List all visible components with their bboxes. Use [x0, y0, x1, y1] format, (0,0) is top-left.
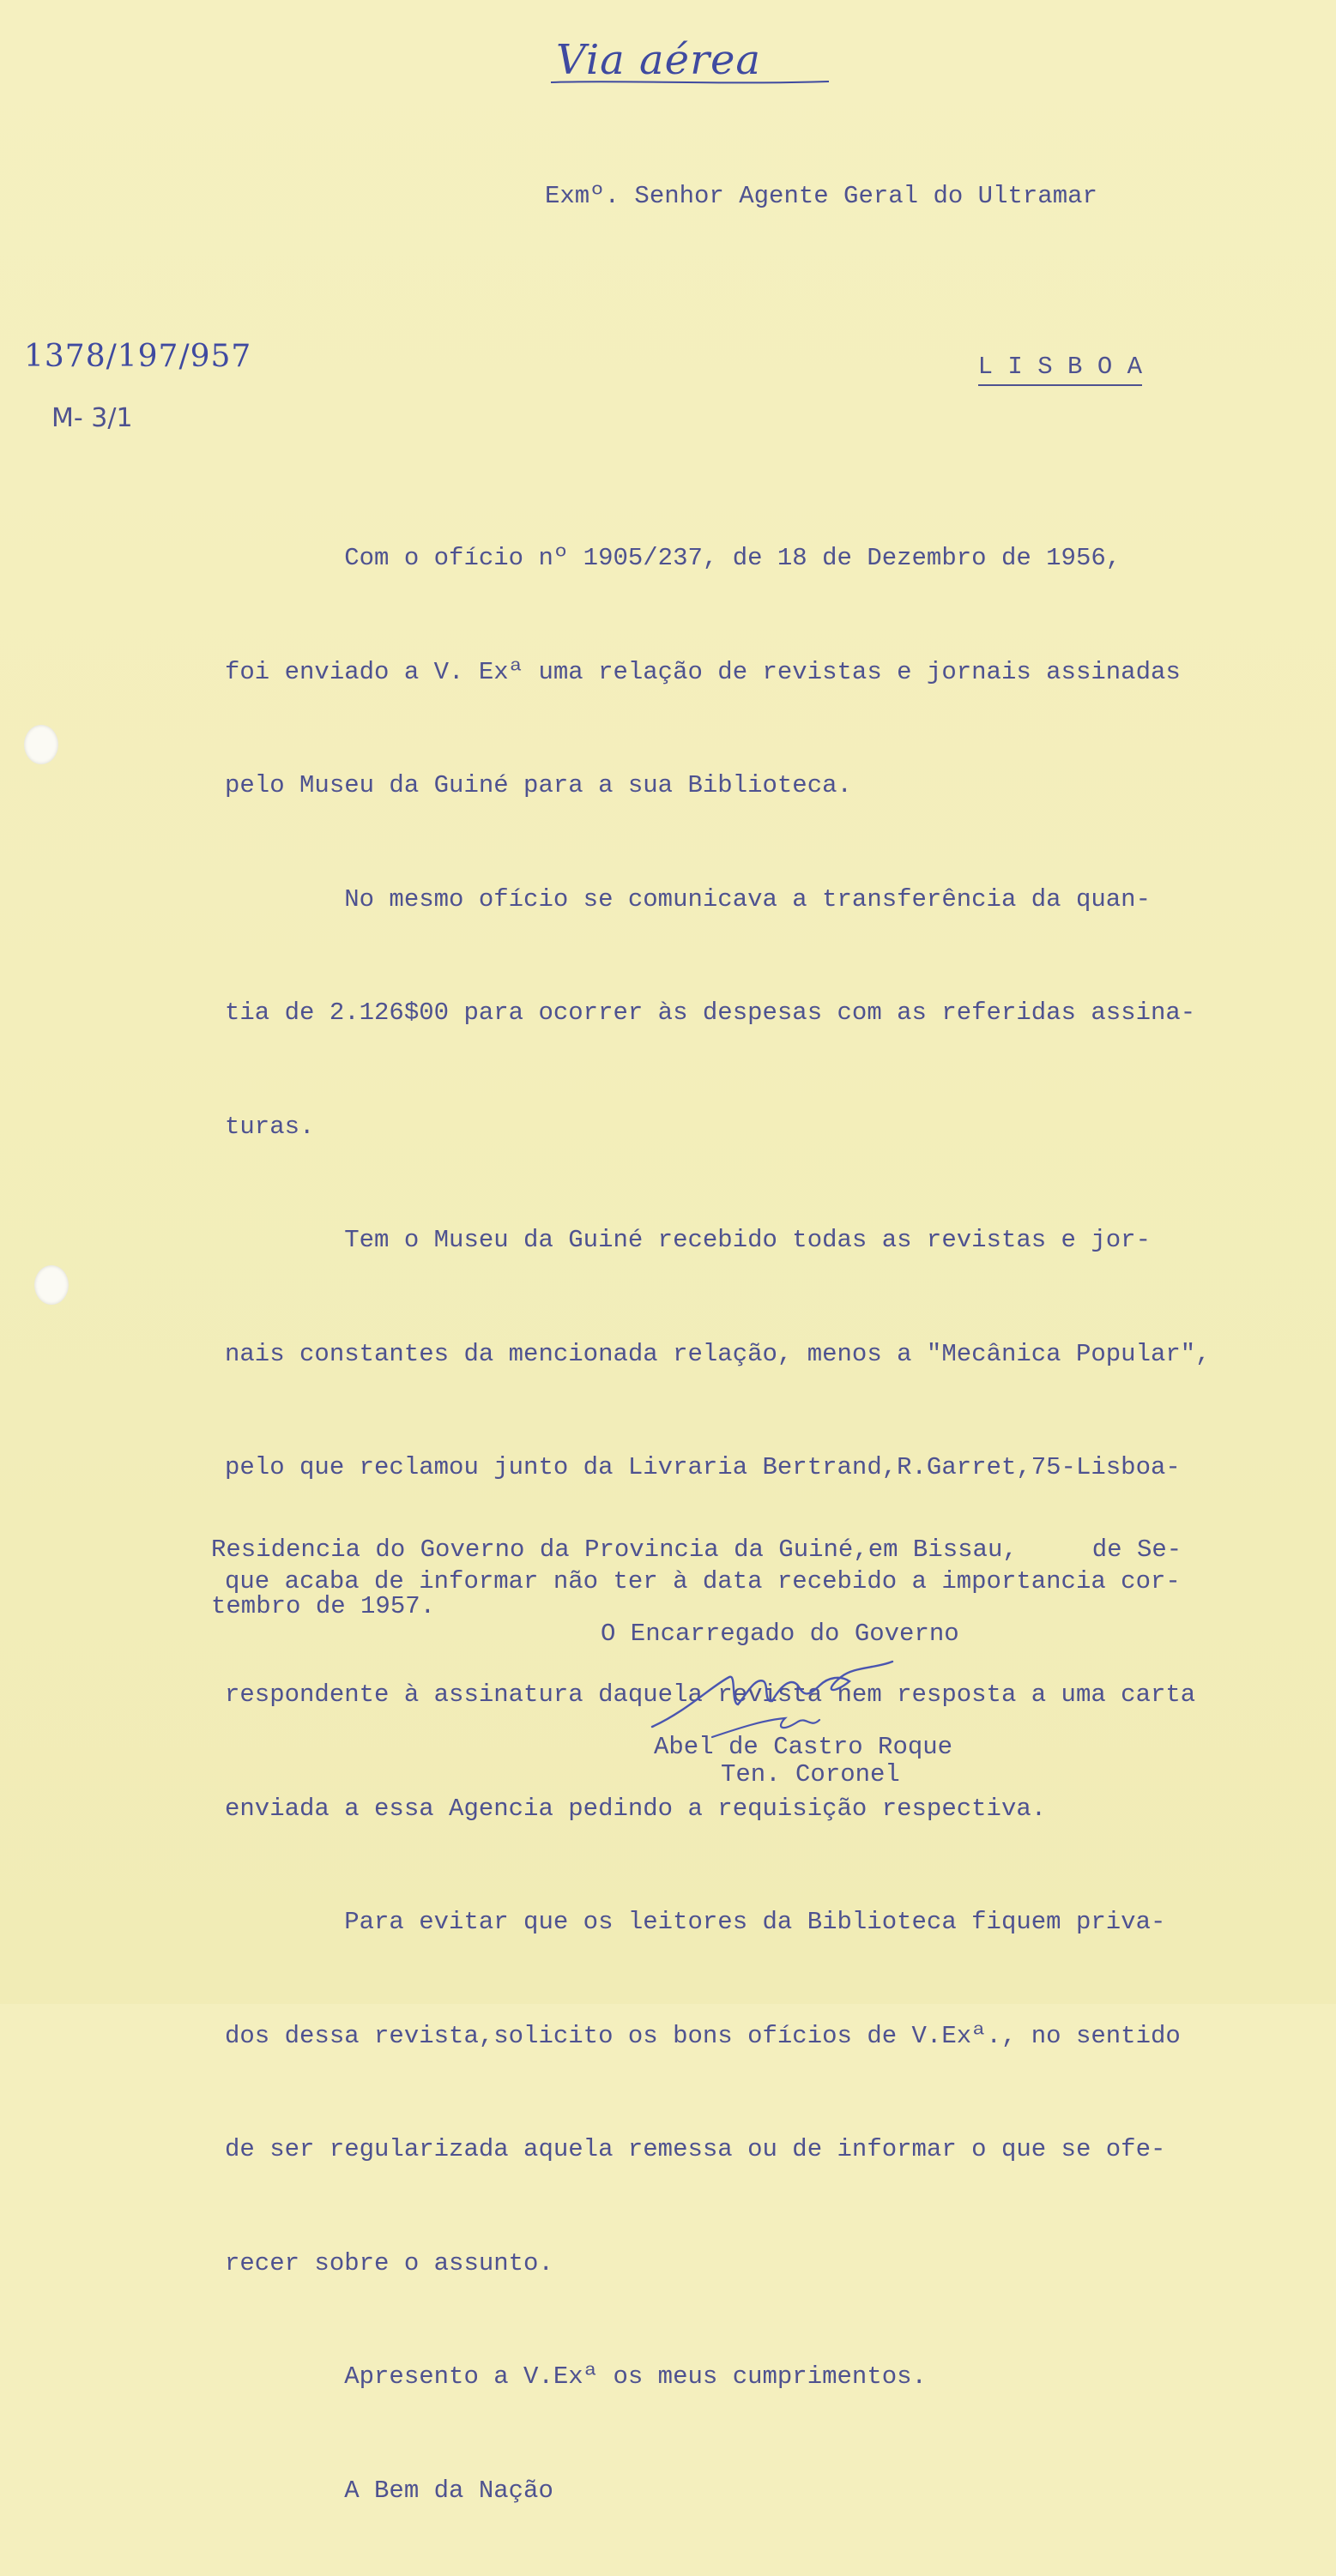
body-line: No mesmo ofício se comunicava a transferência da quan-	[225, 884, 1151, 914]
body-line: A Bem da Nação	[225, 2476, 553, 2505]
body-line: pelo que reclamou junto da Livraria Bertrand,R.Garret,75-Lisboa-	[225, 1453, 1181, 1481]
body-line: foi enviado a V. Exª uma relação de revistas e jornais assinadas	[225, 657, 1181, 686]
body-line: respondente à assinatura daquela revista nem resposta a uma carta	[225, 1680, 1196, 1709]
city-heading	[918, 324, 1142, 409]
body-line: de ser regularizada aquela remessa ou de informar o que se ofe-	[225, 2135, 1166, 2163]
signatory-name: Abel de Castro Roque	[654, 1733, 953, 1761]
signatory-rank: Ten. Coronel	[721, 1760, 900, 1789]
body-line: dos dessa revista,solicito os bons ofícios de V.Exª., no sentido	[225, 2021, 1181, 2050]
punch-hole-top	[24, 725, 58, 764]
handwritten-underline	[549, 77, 832, 87]
body-line: Tem o Museu da Guiné recebido todas as revistas e jor-	[225, 1226, 1151, 1254]
body-line: pelo Museu da Guiné para a sua Biblioteca.	[225, 771, 852, 799]
body-line: tia de 2.126$00 para ocorrer às despesas com as referidas assina-	[225, 998, 1196, 1027]
place-line: Residencia do Governo da Provincia da Guiné,em Bissau, de Se-	[211, 1535, 1182, 1564]
body-line: recer sobre o assunto.	[225, 2248, 553, 2277]
body-line: que acaba de informar não ter à data recebido a importancia cor-	[225, 1566, 1181, 1596]
body-line: nais constantes da mencionada relação, menos a "Mecânica Popular",	[225, 1339, 1211, 1368]
signature	[635, 1651, 910, 1746]
body-line: Com o ofício nº 1905/237, de 18 de Dezembro de 1956,	[225, 544, 1121, 572]
body-line: enviada a essa Agencia pedindo a requisição respectiva.	[225, 1794, 1047, 1823]
body-line: Para evitar que os leitores da Biblioteca fiquem priva-	[225, 1908, 1166, 1936]
letter-body	[225, 474, 1211, 2576]
date-line: tembro de 1957.	[211, 1592, 436, 1620]
file-code: M- 3/1	[51, 403, 133, 433]
addressee-line: Exmº. Senhor Agente Geral do Ultramar	[545, 182, 1097, 210]
reference-number: 1378/197/957	[24, 339, 252, 374]
handwritten-note-text: Via aérea	[556, 36, 762, 84]
body-line: turas.	[225, 1112, 315, 1141]
body-line: Apresento a V.Exª os meus cumprimentos.	[225, 2362, 927, 2391]
punch-hole-bottom	[34, 1265, 69, 1305]
city-heading-text: L I S B O A	[978, 353, 1142, 386]
signatory-role: O Encarregado do Governo	[601, 1620, 959, 1648]
